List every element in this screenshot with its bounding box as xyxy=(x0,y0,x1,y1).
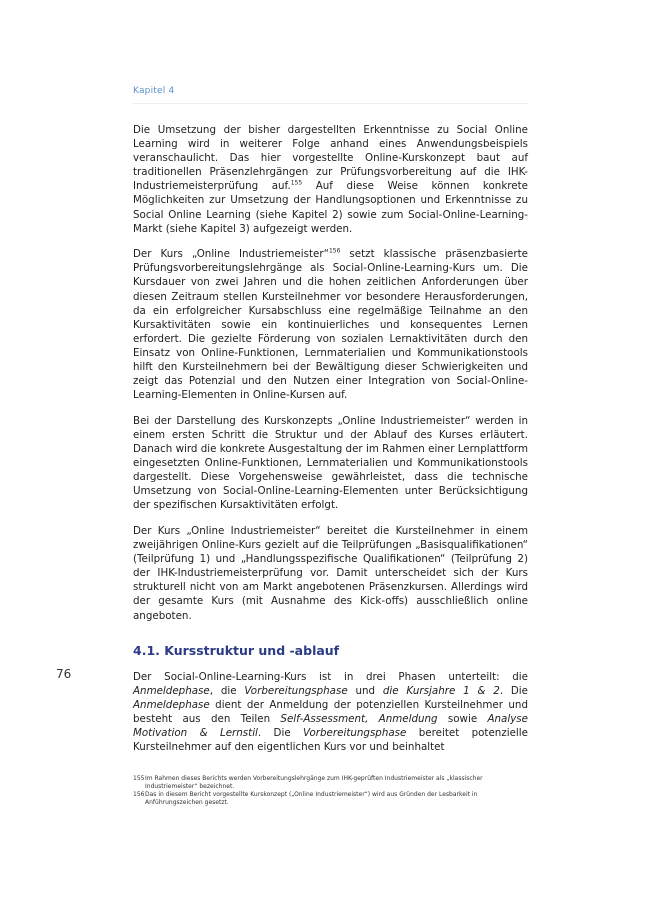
footnote-number: 156 xyxy=(133,791,145,799)
paragraph-intro xyxy=(133,123,528,236)
footnote-text: Das in diesem Bericht vorgestellte Kurskonzept („Online Industriemeister“) wird aus Gründen der Lesbarkeit in Anführungszeichen gesetzt. xyxy=(145,791,478,806)
text-run: setzt klassische präsenzbasierte Prüfungsvorbereitungslehrgänge als Social-Online-Learning-Kurs um. Die Kursdauer von zwei Jahren und die hohen zeitlichen Anforderungen über diesen Zeitraum stellen Kursteilnehmer vor besondere Herausforderungen, da ein erfolgreicher Kursabschluss eine regelmäßige Teilnahme an den Kursaktivitäten sowie ein kontinuierliches und konsequentes Lernen erfordert. Die gezielte Förderung von sozialen Lernaktivitäten durch den Einsatz von Online-Funktionen, Lernmaterialien und Kommunikationstools hilft den Kursteilnehmern bei der Bewältigung dieser Schwierigkeiten und zeigt das Potenzial und den Nutzen einer Integration von Social-Online-Learning-Elementen in Online-Kursen auf. xyxy=(133,248,528,402)
footnotes xyxy=(133,775,533,807)
section-heading: 4.1. Kursstruktur und -ablauf xyxy=(133,642,340,658)
page-number: 76 xyxy=(56,667,72,681)
text-run: . Die xyxy=(257,726,304,739)
text-run: Auf diese Weise können konkrete Möglichkeiten zur Umsetzung der Handlungsoptionen und Erkenntnisse zu Social Online Learning (siehe Kapitel 2) sowie zum Social-Online-Learning-Markt (siehe Kapitel 3) aufgezeigt werden. xyxy=(133,180,529,235)
page-body xyxy=(133,123,528,766)
text-run: , die xyxy=(209,684,245,697)
footnote-156 xyxy=(133,791,533,806)
chapter-label: Kapitel 4 xyxy=(133,86,175,96)
text-run: Der Kurs „Online Industriemeister“ bereitet die Kursteilnehmer in einem zweijährigen Online-Kurs gezielt auf die Teilprüfungen „Basisqualifikationen“ (Teilprüfung 1) und „Handlungsspezifische Qualifikationen“ (Teilprüfung 2) der IHK-Industriemeisterprüfung vor. Damit unterscheidet sich der Kurs strukturell nicht von am Markt angebotenen Präsenzkursen. Allerdings wird der gesamte Kurs (mit Ausnahme des Kick-offs) ausschließlich online angeboten. xyxy=(133,524,528,622)
emphasis: Anmeldephase xyxy=(133,684,210,697)
paragraph-presentation xyxy=(133,414,528,513)
header-divider xyxy=(133,103,528,104)
text-run: Der Social-Online-Learning-Kurs ist in drei Phasen unterteilt: die xyxy=(133,670,528,683)
emphasis: Anmeldephase xyxy=(133,698,210,711)
footnote-ref-156[interactable]: 156 xyxy=(328,247,341,255)
paragraph-course xyxy=(133,247,528,402)
text-run: . Die xyxy=(499,684,529,697)
footnote-number: 155 xyxy=(133,775,145,782)
text-run: Der Kurs „Online Industriemeister“ xyxy=(133,248,329,261)
text-run: und xyxy=(347,684,383,697)
text-run: bereitet potenzielle Kursteilnehmer auf den eigentlichen Kurs vor und beinhaltet xyxy=(133,726,528,754)
emphasis: Vorbereitungsphase xyxy=(244,684,348,697)
emphasis: Self-Assessment, Anmeldung xyxy=(280,712,438,725)
text-run: sowie xyxy=(437,712,488,725)
text-run: Die Umsetzung der bisher dargestellten Erkenntnisse zu Social Online Learning wird in weiterer Folge anhand eines Anwendungsbeispiels veranschaulicht. Das hier vorgestellte Online-Kurskonzept baut auf traditionellen Präsenzlehrgängen zur Prüfungsvorbereitung auf die IHK-Industriemeisterprüfung auf. xyxy=(133,124,528,193)
emphasis: Analyse Motivation & Lernstil xyxy=(133,712,529,739)
footnote-text: Im Rahmen dieses Berichts werden Vorbereitungslehrgänge zum IHK-geprüften Industriemeister als „klassischer Industriemeister“ bezeichnet. xyxy=(145,775,483,790)
text-run: Bei der Darstellung des Kurskonzepts „Online Industriemeister“ werden in einem ersten Schritt die Struktur und der Ablauf des Kurses erläutert. Danach wird die konkrete Ausgestaltung der im Rahmen einer Lernplattform eingesetzten Online-Funktionen, Lernmaterialien und Kommunikationstools dargestellt. Diese Vorgehensweise gewährleistet, dass die technische Umsetzung von Social-Online-Learning-Elementen unter Berücksichtigung der spezifischen Kursaktivitäten erfolgt. xyxy=(133,414,528,512)
footnote-ref-155[interactable]: 155 xyxy=(290,179,303,187)
footnote-155 xyxy=(133,775,533,790)
text-run: dient der Anmeldung der potenziellen Kursteilnehmer und besteht aus den Teilen xyxy=(133,698,528,725)
paragraph-phases xyxy=(133,670,528,755)
paragraph-preparation xyxy=(133,524,528,623)
emphasis: die Kursjahre 1 & 2 xyxy=(382,684,500,697)
emphasis: Vorbereitungsphase xyxy=(303,726,407,739)
